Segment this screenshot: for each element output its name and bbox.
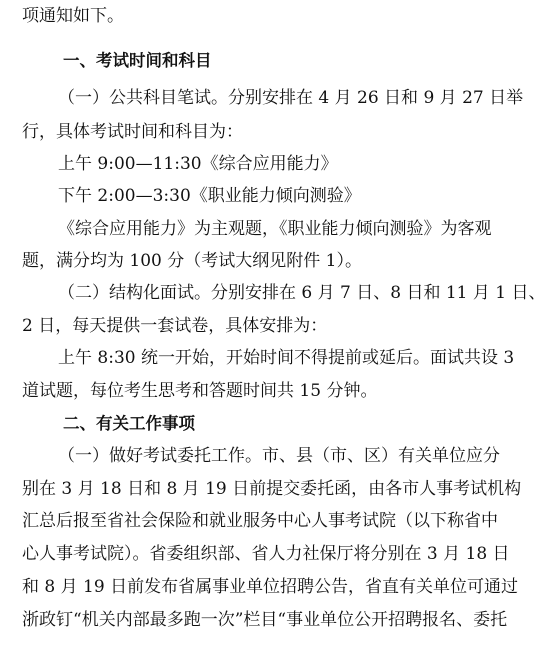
text-line: 项通知如下。 <box>22 6 124 26</box>
paragraph-line: 汇总后报至省社会保险和就业服务中心人事考试院（以下称省中 <box>22 511 498 531</box>
paragraph-line: 上午 8:30 统一开始，开始时间不得提前或延后。面试共设 3 <box>58 348 515 368</box>
section-heading-work-items: 二、有关工作事项 <box>63 414 195 433</box>
paragraph-line: 道试题，每位考生思考和答题时间共 15 分钟。 <box>22 381 378 401</box>
paragraph-line: 和 8 月 19 日前发布省属事业单位招聘公告，省直有关单位可通过 <box>22 577 519 597</box>
schedule-afternoon: 下午 2:00—3:30《职业能力倾向测验》 <box>58 186 361 206</box>
paragraph-line: （一）公共科目笔试。分别安排在 4 月 26 日和 9 月 27 日举 <box>58 88 524 108</box>
paragraph-line: （一）做好考试委托工作。市、县（市、区）有关单位应分 <box>58 446 500 466</box>
paragraph-line: 心人事考试院）。省委组织部、省人力社保厅将分别在 3 月 18 日 <box>22 544 510 564</box>
schedule-morning: 上午 9:00—11:30《综合应用能力》 <box>58 154 338 174</box>
paragraph-line: （二）结构化面试。分别安排在 6 月 7 日、8 日和 11 月 1 日、 <box>58 283 546 303</box>
paragraph-line: 《综合应用能力》为主观题，《职业能力倾向测验》为客观 <box>58 219 492 239</box>
section-heading-exam-schedule: 一、考试时间和科目 <box>63 51 212 70</box>
paragraph-line: 别在 3 月 18 日和 8 月 19 日前提交委托函，由各市人事考试机构 <box>22 479 522 499</box>
paragraph-line: 2 日，每天提供一套试卷，具体安排为： <box>22 316 328 336</box>
paragraph-line: 题，满分均为 100 分（考试大纲见附件 1）。 <box>22 251 362 271</box>
paragraph-line: 浙政钉“机关内部最多跑一次”栏目“事业单位公开招聘报名、委托 <box>22 610 508 630</box>
paragraph-line: 行，具体考试时间和科目为： <box>22 122 243 142</box>
